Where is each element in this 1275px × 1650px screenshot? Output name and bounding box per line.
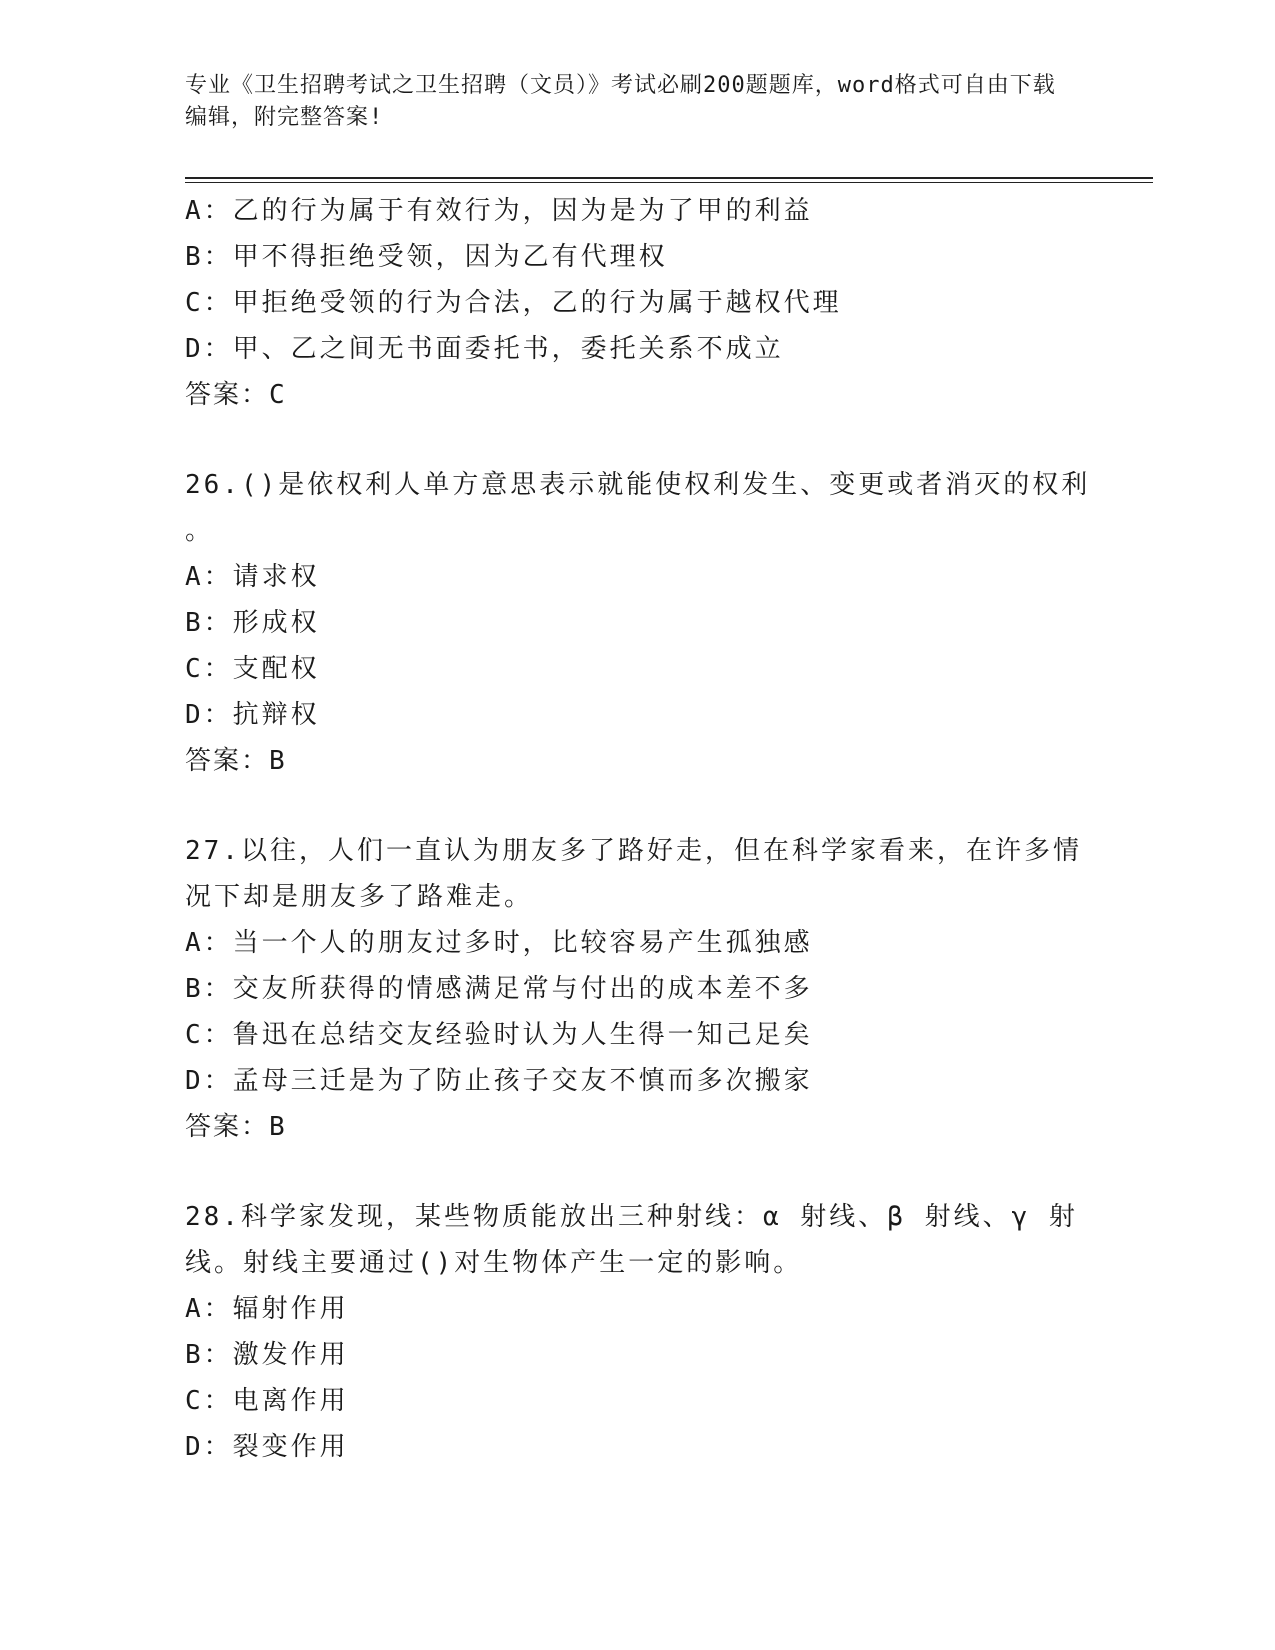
header-divider-thick bbox=[185, 177, 1153, 179]
option-a: A：辐射作用 bbox=[185, 1294, 349, 1324]
spacer bbox=[185, 784, 1085, 828]
question-stem-continued: 。 bbox=[185, 516, 215, 546]
option-c: C：甲拒绝受领的行为合法，乙的行为属于越权代理 bbox=[185, 288, 842, 318]
option-b: B：形成权 bbox=[185, 608, 320, 638]
answer: 答案：B bbox=[185, 746, 287, 776]
answer: 答案：B bbox=[185, 1112, 287, 1142]
question-28 bbox=[185, 1194, 1085, 1470]
question-stem: 26.()是依权利人单方意思表示就能使权利发生、变更或者消灭的权利 bbox=[185, 470, 1091, 500]
option-c: C：支配权 bbox=[185, 654, 320, 684]
question-stem-continued: 线。射线主要通过()对生物体产生一定的影响。 bbox=[185, 1248, 803, 1278]
question-27 bbox=[185, 828, 1085, 1150]
question-25 bbox=[185, 188, 1085, 418]
option-b: B：激发作用 bbox=[185, 1340, 349, 1370]
option-c: C：电离作用 bbox=[185, 1386, 349, 1416]
document-header: 专业《卫生招聘考试之卫生招聘（文员）》考试必刷200题题库，word格式可自由下载编辑，附完整答案! bbox=[185, 73, 1056, 130]
spacer bbox=[185, 418, 1085, 462]
option-c: C：鲁迅在总结交友经验时认为人生得一知己足矣 bbox=[185, 1020, 813, 1050]
question-stem: 28.科学家发现，某些物质能放出三种射线：α 射线、β 射线、γ 射 bbox=[185, 1202, 1078, 1232]
option-b: B：甲不得拒绝受领，因为乙有代理权 bbox=[185, 242, 668, 272]
option-a: A：请求权 bbox=[185, 562, 320, 592]
option-d: D：抗辩权 bbox=[185, 700, 320, 730]
option-a: A：当一个人的朋友过多时，比较容易产生孤独感 bbox=[185, 928, 813, 958]
question-stem-continued: 况下却是朋友多了路难走。 bbox=[185, 882, 534, 912]
question-26 bbox=[185, 462, 1091, 784]
header-divider-thin bbox=[185, 182, 1153, 183]
option-d: D：裂变作用 bbox=[185, 1432, 349, 1462]
option-a: A：乙的行为属于有效行为，因为是为了甲的利益 bbox=[185, 196, 813, 226]
option-d: D：孟母三迁是为了防止孩子交友不慎而多次搬家 bbox=[185, 1066, 813, 1096]
spacer bbox=[185, 1150, 1085, 1194]
question-list bbox=[185, 188, 1091, 1470]
question-stem: 27.以往，人们一直认为朋友多了路好走，但在科学家看来，在许多情 bbox=[185, 836, 1082, 866]
option-b: B：交友所获得的情感满足常与付出的成本差不多 bbox=[185, 974, 813, 1004]
answer: 答案：C bbox=[185, 380, 287, 410]
option-d: D：甲、乙之间无书面委托书，委托关系不成立 bbox=[185, 334, 784, 364]
